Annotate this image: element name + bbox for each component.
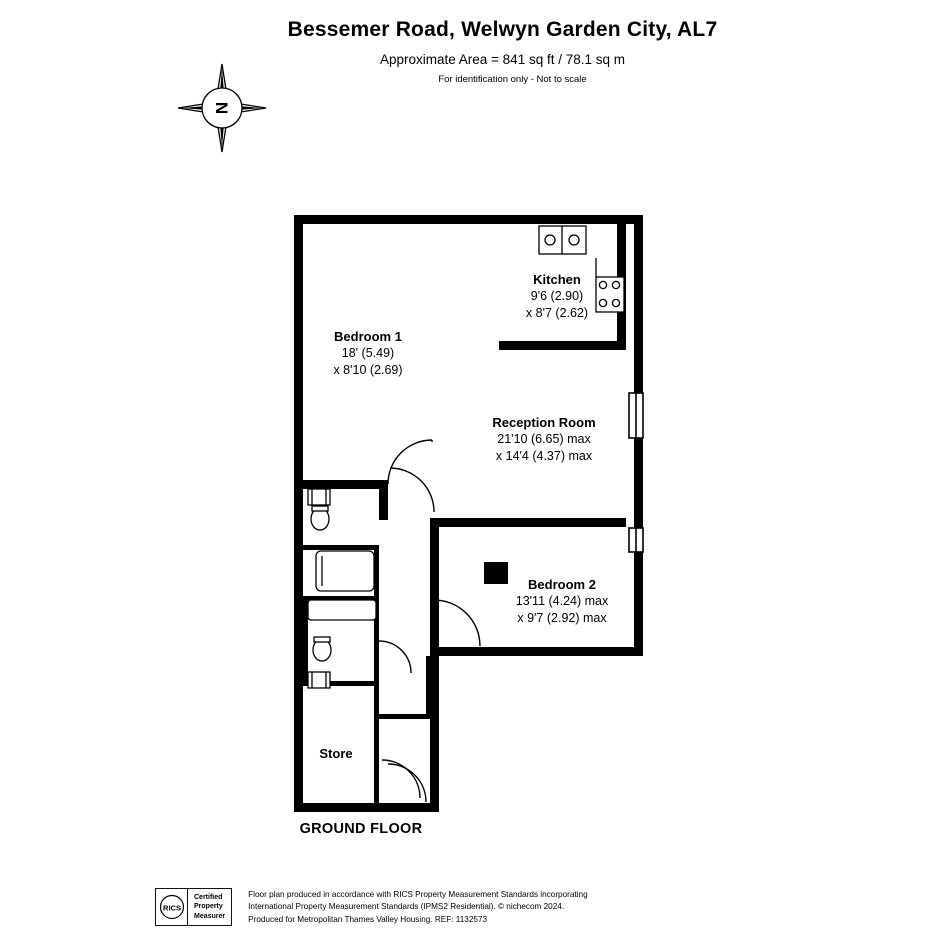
room-label-store <box>278 745 394 762</box>
room-dimension-line-1: 9'6 (2.90) <box>530 289 584 304</box>
badge-line-3: Measurer <box>194 912 226 920</box>
footer <box>155 888 855 926</box>
footer-disclaimer <box>248 888 588 926</box>
room-name: Kitchen <box>533 272 581 287</box>
svg-text:RICS: RICS <box>162 903 181 913</box>
footer-line-3: Produced for Metropolitan Thames Valley Housing. REF: 1132573 <box>248 914 488 924</box>
compass-north-label: N <box>212 101 231 115</box>
rics-badge-text <box>188 893 231 921</box>
footer-line-2: International Property Measurement Standards (IPMS2 Residential). © nichecom 2024. <box>248 902 565 912</box>
room-label-bedroom-2 <box>466 576 658 626</box>
room-name: Reception Room <box>492 415 596 430</box>
room-dimension-line-1: 21'10 (6.65) max <box>497 432 591 447</box>
room-label-bedroom-1 <box>268 328 468 378</box>
page-title: Bessemer Road, Welwyn Garden City, AL7 <box>287 18 718 41</box>
room-dimension-line-1: 13'11 (4.24) max <box>515 594 609 609</box>
room-dimension-line-2: x 14'4 (4.37) max <box>495 448 593 463</box>
room-label-kitchen <box>473 271 641 321</box>
room-dimension-line-2: x 8'7 (2.62) <box>525 305 589 320</box>
room-name: Bedroom 1 <box>334 329 402 344</box>
rics-logo-icon <box>156 889 188 925</box>
header <box>0 18 945 85</box>
room-name: Bedroom 2 <box>528 577 596 592</box>
badge-line-2: Property <box>194 903 223 911</box>
room-label-reception-room <box>451 414 637 464</box>
doors <box>379 440 480 802</box>
badge-line-1: Certified <box>194 893 223 901</box>
floor-caption: GROUND FLOOR <box>299 821 423 837</box>
bathroom-fixtures <box>308 489 376 688</box>
disclaimer-text: For identification only - Not to scale <box>438 74 587 85</box>
area-subtitle: Approximate Area = 841 sq ft / 78.1 sq m <box>379 52 625 67</box>
room-dimension-line-2: x 9'7 (2.92) max <box>517 610 607 625</box>
compass-rose <box>176 62 268 154</box>
room-dimension-line-1: 18' (5.49) <box>341 346 395 361</box>
room-dimension-line-2: x 8'10 (2.69) <box>333 362 403 377</box>
rics-certified-badge <box>155 888 232 926</box>
footer-line-1: Floor plan produced in accordance with RICS Property Measurement Standards incorporating <box>248 890 588 899</box>
room-name: Store <box>319 746 353 761</box>
